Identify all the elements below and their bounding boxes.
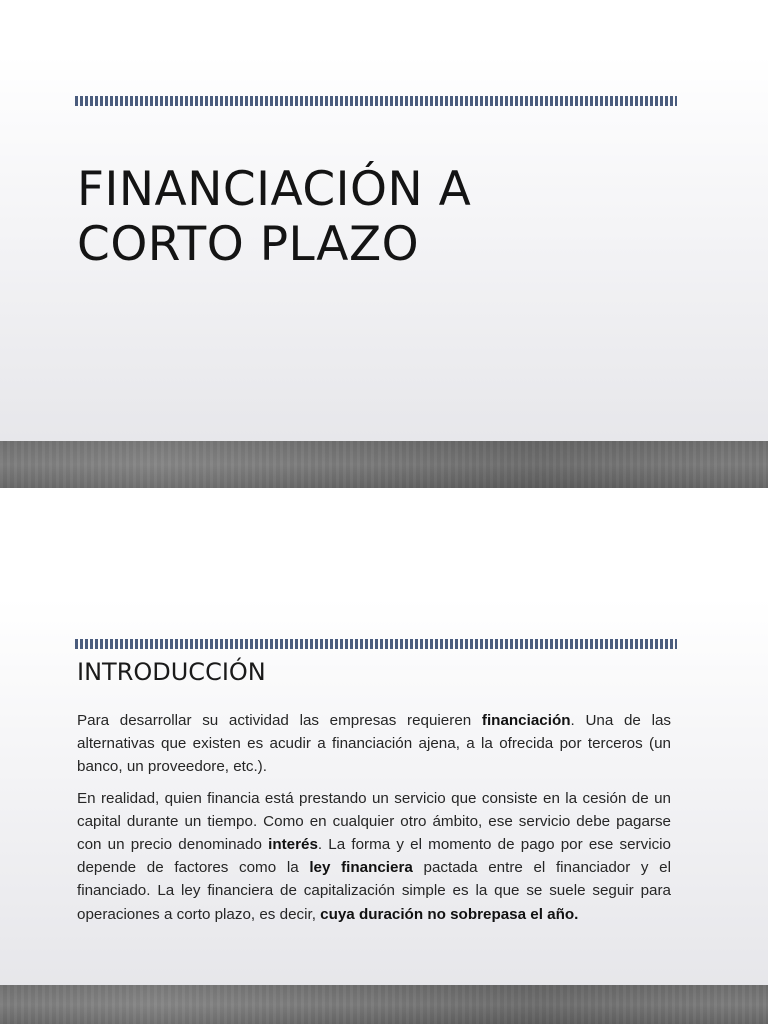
concrete-footer-band [0,441,768,488]
title-line-2: CORTO PLAZO [77,217,420,272]
decorative-stripe [75,639,677,649]
decorative-stripe [75,96,677,106]
bold-term-ley-financiera: ley financiera [309,859,413,877]
text-run: . La forma y el momento de pago por ese servicio depende de factores como la [77,836,671,877]
section-heading: INTRODUCCIÓN [77,658,266,686]
title-slide [0,55,768,488]
bold-term-financiacion: financiación [481,712,571,729]
concrete-footer-band [0,985,768,1024]
text-run: En realidad, quien financia está prestando un servicio que consiste en la cesión de un capital durante un tiempo. Como en cualquier otro ámbito, ese servicio debe pagarse con un precio denominado [77,789,671,854]
paragraph-1 [77,709,671,779]
title-line-1: FINANCIACIÓN A [77,162,472,217]
introduction-slide [0,598,768,1024]
bold-term-interes: interés [268,836,318,854]
text-run: . Una de las alternativas que existen es acudir a financiación ajena, a la ofrecida por terceros (un banco, un proveedore, etc.). [77,712,671,776]
slide-body [77,709,671,934]
paragraph-2 [77,787,671,926]
slide-title [77,162,677,272]
text-run: pactada entre el financiador y el financiado. La ley financiera de capitalización simple es la que se suele seguir para operaciones a corto plazo, es decir, [77,859,671,923]
text-run: Para desarrollar su actividad las empresas requieren [77,712,482,729]
bold-term-duracion: cuya duración no sobrepasa el año. [320,905,579,923]
